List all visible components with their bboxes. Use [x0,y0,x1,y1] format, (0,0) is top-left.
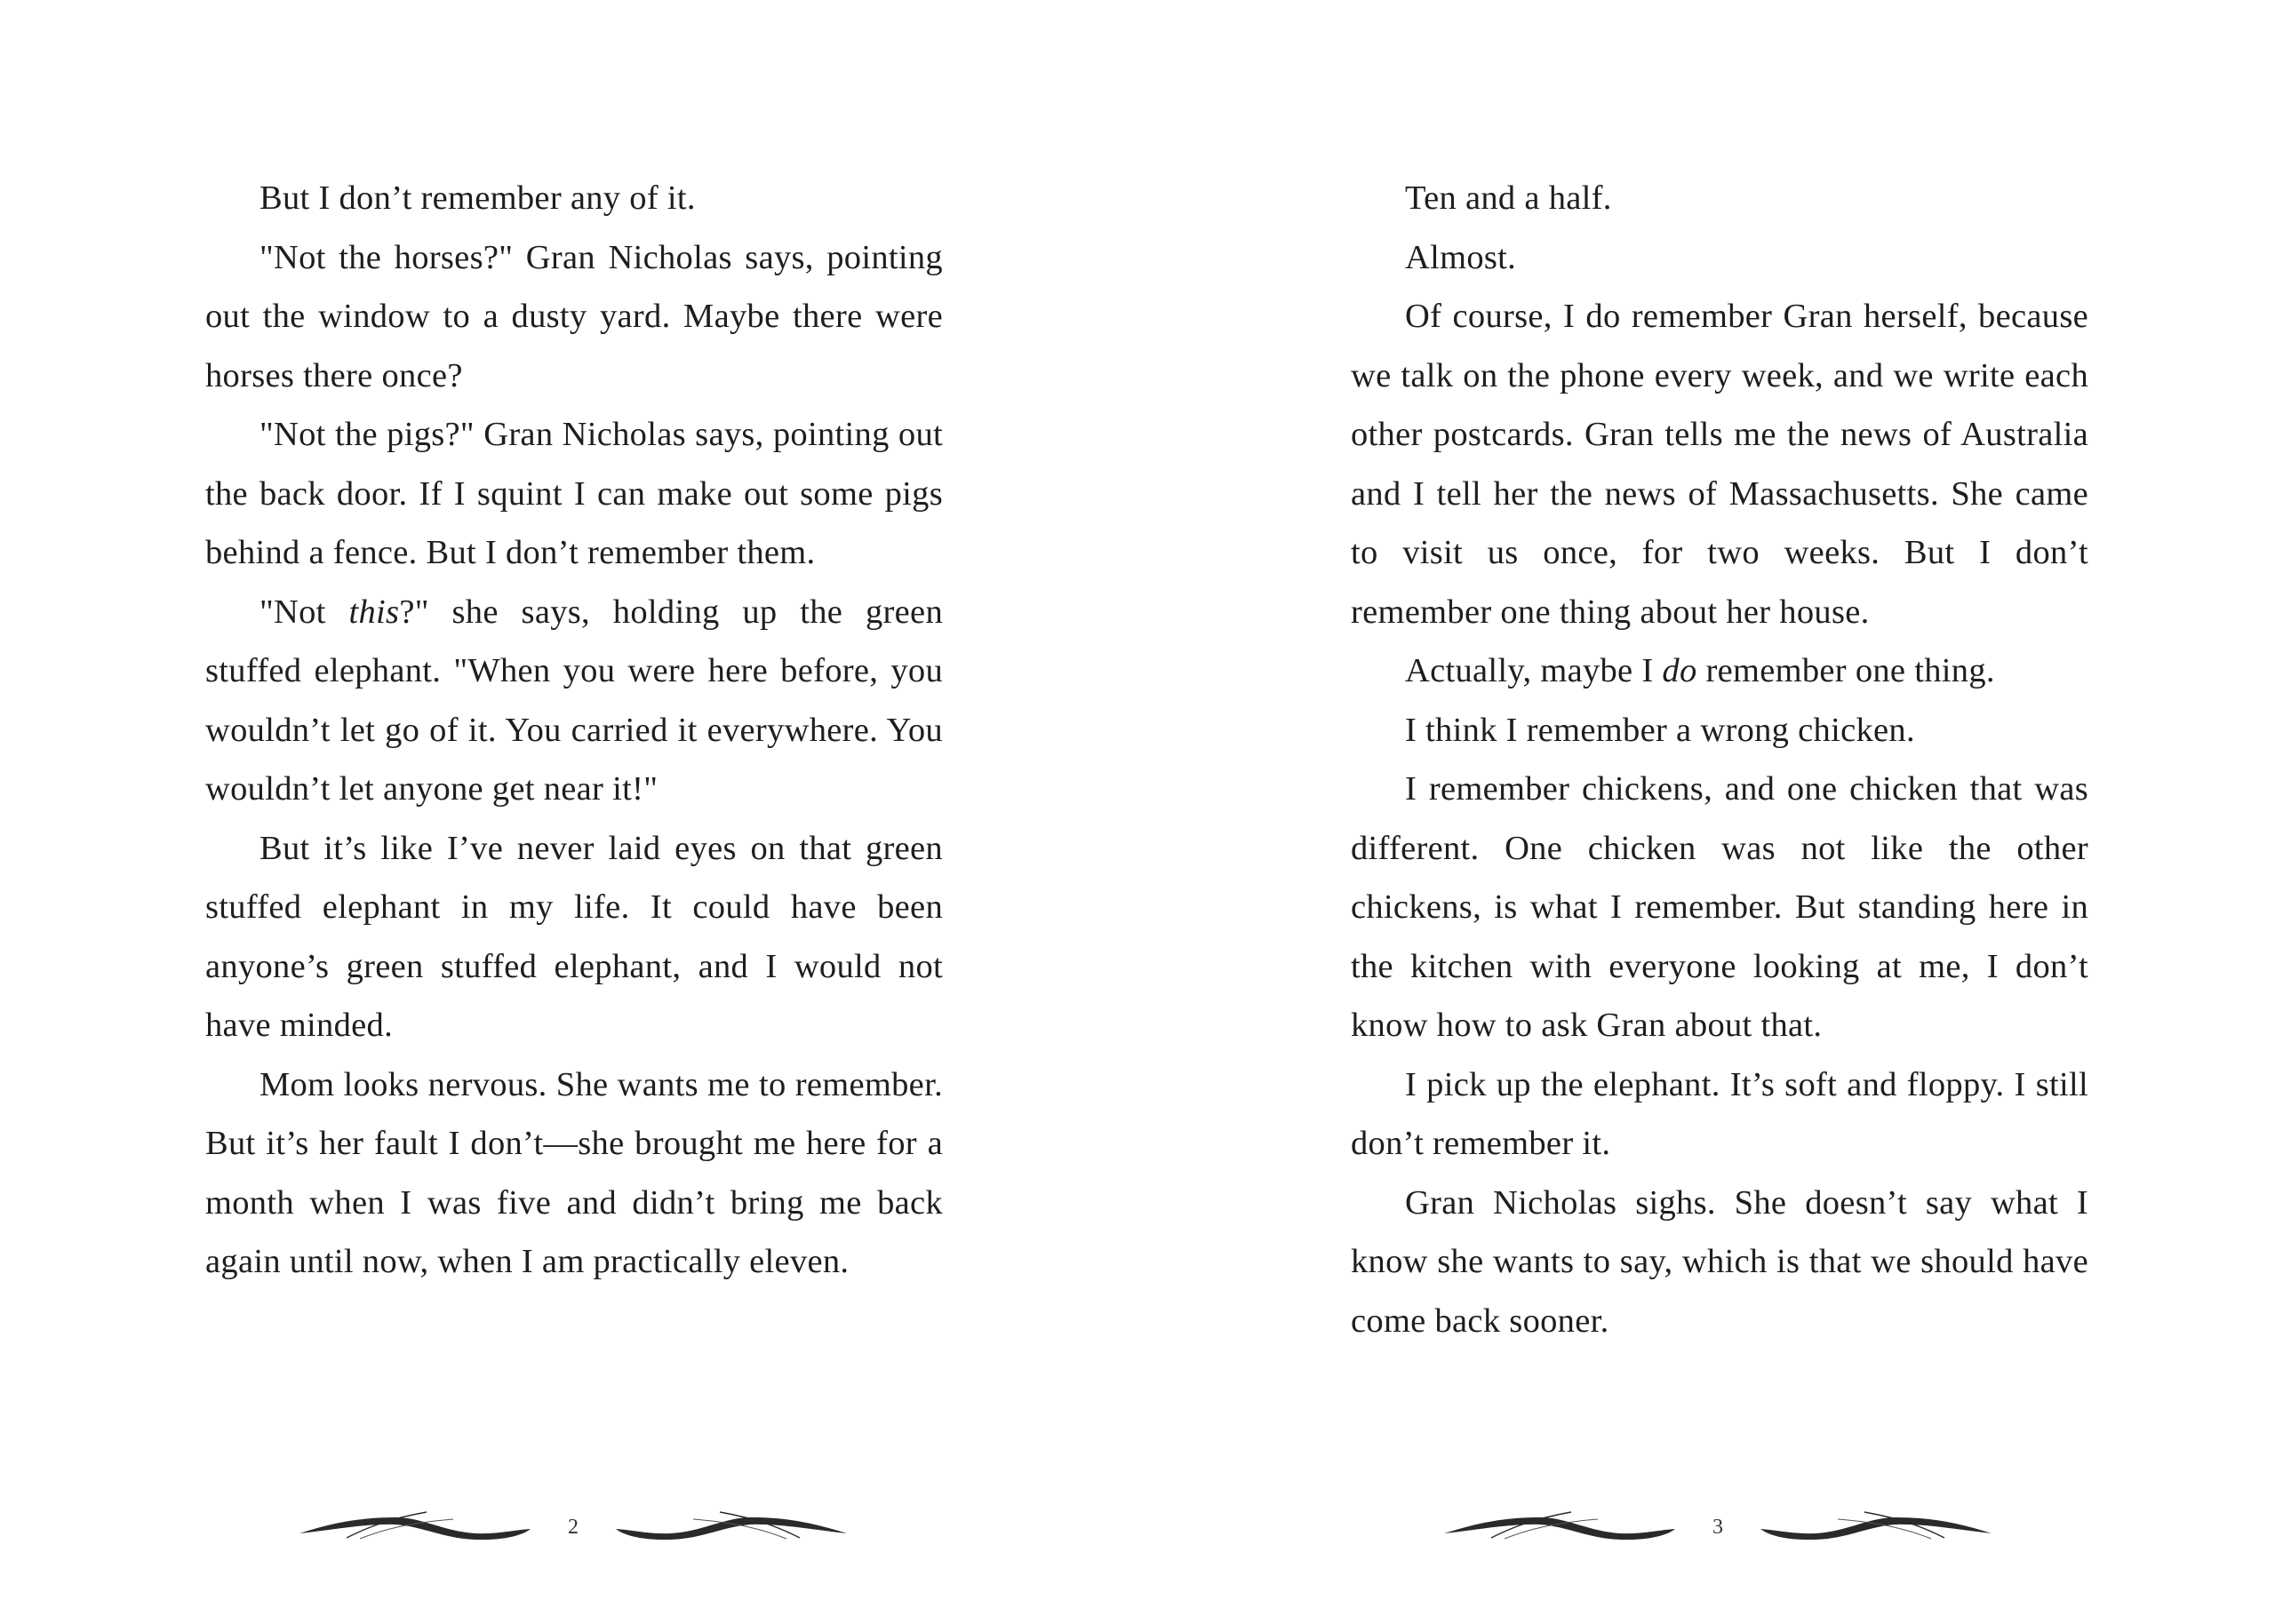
italic-emphasis: this [348,593,400,631]
paragraph: I remember chickens, and one chicken that was different. One chicken was not like the other chickens, is what I remember. But standing here in the kitchen with everyone looking at me, I don’t know how to ask Gran about that. [1351,770,2088,1044]
paragraph: Actually, maybe I do remember one thing. [1405,652,1995,689]
swash-ornament-icon [1758,1507,1993,1553]
paragraph: Of course, I do remember Gran herself, because we talk on the phone every week, and we write each other postcards. Gran tells me the news of Australia and I tell her the news of Massachusetts. She came to visit us once, for two weeks. But I don’t remember one thing about her house. [1351,298,2088,631]
paragraph: But it’s like I’ve never laid eyes on that green stuffed elephant in my life. It could have been anyone’s green stuffed elephant, and I would not have minded. [205,829,943,1044]
paragraph: But I don’t remember any of it. [259,179,696,217]
page-number: 2 [568,1516,579,1539]
left-page [205,169,943,1292]
right-page-footer [1442,1507,1993,1553]
paragraph: "Not the pigs?" Gran Nicholas says, pointing out the back door. If I squint I can make out some pigs behind a fence. But I don’t remember them. [205,416,943,571]
paragraph: Gran Nicholas sighs. She doesn’t say what I know she wants to say, which is that we should have come back sooner. [1351,1183,2088,1340]
page-number: 3 [1712,1516,1723,1539]
paragraph: "Not the horses?" Gran Nicholas says, pointing out the window to a dusty yard. Maybe there were horses there once? [205,238,943,394]
paragraph: I think I remember a wrong chicken. [1405,711,1915,749]
swash-ornament-icon [613,1507,849,1553]
italic-emphasis: do [1662,652,1697,689]
paragraph: Ten and a half. [1405,179,1612,217]
right-page [1351,169,2088,1350]
paragraph: I pick up the elephant. It’s soft and floppy. I still don’t remember it. [1351,1065,2088,1162]
paragraph: Almost. [1405,238,1517,276]
paragraph: "Not this?" she says, holding up the green stuffed elephant. "When you were here before, you wouldn’t let go of it. You carried it everywhere. You wouldn’t let anyone get near it!" [205,593,943,808]
left-page-footer [298,1507,849,1553]
paragraph: Mom looks nervous. She wants me to remember. But it’s her fault I don’t—she brought me here for a month when I was five and didn’t bring me back again until now, when I am practically eleven. [205,1065,943,1280]
